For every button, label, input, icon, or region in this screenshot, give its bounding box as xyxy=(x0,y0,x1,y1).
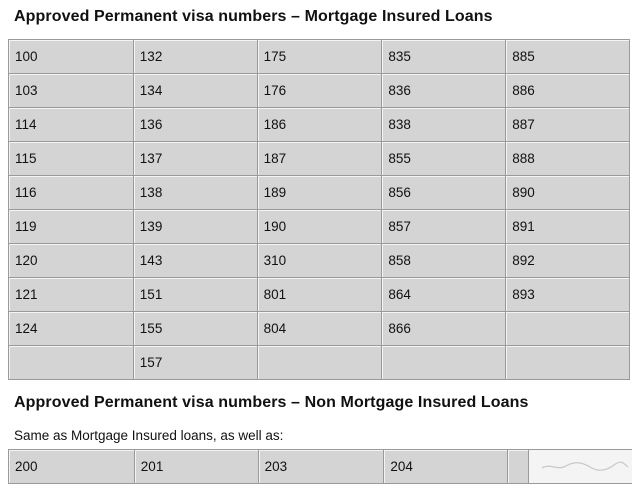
table-cell: 139 xyxy=(134,210,258,244)
table-cell: 886 xyxy=(506,74,630,108)
table-cell: 190 xyxy=(258,210,383,244)
table-cell xyxy=(9,346,134,380)
table-cell: 138 xyxy=(134,176,258,210)
table-cell: 885 xyxy=(506,40,630,74)
table-cell: 100 xyxy=(9,40,134,74)
table-cell: 134 xyxy=(134,74,258,108)
table-cell xyxy=(506,346,630,380)
table-cell: 119 xyxy=(9,210,134,244)
table-cell: 136 xyxy=(134,108,258,142)
table-row xyxy=(9,142,630,176)
table-cell: 804 xyxy=(258,312,383,346)
table-row xyxy=(9,244,630,278)
table-cell: 189 xyxy=(258,176,383,210)
scribble-mark xyxy=(540,459,630,473)
table-cell: 887 xyxy=(506,108,630,142)
table-cell: 157 xyxy=(134,346,258,380)
table-cell: 801 xyxy=(258,278,383,312)
table-cell: 175 xyxy=(258,40,383,74)
table-cell: 201 xyxy=(135,450,259,484)
table-cell: 176 xyxy=(258,74,383,108)
table-cell: 132 xyxy=(134,40,258,74)
table-cell xyxy=(382,346,506,380)
table-cell: 866 xyxy=(382,312,506,346)
table-cell: 115 xyxy=(9,142,134,176)
table-cell: 137 xyxy=(134,142,258,176)
table-row xyxy=(9,40,630,74)
table-cell: 856 xyxy=(382,176,506,210)
table-cell: 151 xyxy=(134,278,258,312)
table-cell: 116 xyxy=(9,176,134,210)
non-mortgage-insured-visa-table xyxy=(8,449,632,484)
table-cell: 892 xyxy=(506,244,630,278)
table-cell: 103 xyxy=(9,74,134,108)
table-row xyxy=(9,346,630,380)
table-cell: 124 xyxy=(9,312,134,346)
table-cell: 890 xyxy=(506,176,630,210)
table-cell: 121 xyxy=(9,278,134,312)
mortgage-insured-visa-table xyxy=(8,39,630,380)
table-row xyxy=(9,312,630,346)
table-cell: 857 xyxy=(382,210,506,244)
table-cell: 858 xyxy=(382,244,506,278)
table-cell: 186 xyxy=(258,108,383,142)
table-cell: 187 xyxy=(258,142,383,176)
table-row xyxy=(9,108,630,142)
table-cell xyxy=(506,312,630,346)
table-cell: 143 xyxy=(134,244,258,278)
table-row xyxy=(9,450,632,484)
table-cell: 888 xyxy=(506,142,630,176)
table-row xyxy=(9,176,630,210)
table-cell: 891 xyxy=(506,210,630,244)
table-row xyxy=(9,278,630,312)
table-cell: 836 xyxy=(382,74,506,108)
table-cell: 893 xyxy=(506,278,630,312)
table-cell: 310 xyxy=(258,244,383,278)
mortgage-insured-heading: Approved Permanent visa numbers – Mortgage Insured Loans xyxy=(14,8,493,25)
table-cell: 835 xyxy=(382,40,506,74)
table-cell: 120 xyxy=(9,244,134,278)
table-cell: 838 xyxy=(382,108,506,142)
table-cell: 855 xyxy=(382,142,506,176)
table-cell: 200 xyxy=(9,450,135,484)
table-row xyxy=(9,210,630,244)
table-cell: 204 xyxy=(384,450,508,484)
table-cell xyxy=(508,450,529,484)
table-cell xyxy=(258,346,383,380)
table-cell: 203 xyxy=(259,450,385,484)
table-cell: 114 xyxy=(9,108,134,142)
non-mortgage-insured-heading: Approved Permanent visa numbers – Non Mortgage Insured Loans xyxy=(14,394,529,411)
table-cell: 864 xyxy=(382,278,506,312)
non-mortgage-insured-note: Same as Mortgage Insured loans, as well as: xyxy=(14,428,284,443)
table-row xyxy=(9,74,630,108)
table-cell: 155 xyxy=(134,312,258,346)
